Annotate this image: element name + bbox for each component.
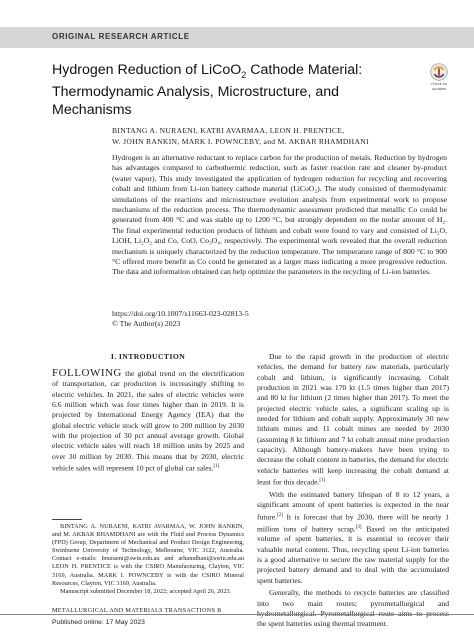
paragraph-2-text-b: It is forecast that by 2030, there will be nearly 1 million tons of battery scrap. xyxy=(257,512,449,534)
paragraph-2-text-c: Based on the anticipated volume of spent batteries, it is essential to recover their valuable metal content. Thus, recycling spent Li-ion batteries is a good alternative to secure the raw material supply for the projected battery demand and to deal with the accumulated spent batteries. xyxy=(257,524,449,585)
check-for-updates-icon xyxy=(430,63,448,81)
title-part2: Cathode Material: Thermodynamic Analysis, Microstructure, and Mechanisms xyxy=(52,62,363,118)
badge-line1: Check for xyxy=(430,81,448,86)
paragraph-1 xyxy=(257,352,449,488)
doi-link[interactable]: https://doi.org/10.1007/s11663-023-02813-5 xyxy=(112,309,249,318)
badge-line2: updates xyxy=(431,86,447,91)
copyright: © The Author(s) 2023 xyxy=(112,319,181,328)
intro-text: the global trend on the electrification of transportation, car production is increasingly shifting to electric vehicles. In 2021, the sales of electric vehicles were 6.6 million which was four times higher than in 2019. It is projected by International Energy Agency (IEA) that the global electric vehicle stock will grow to 200 million by 2030 with the projection of 30 pct annual average growth. Global electric vehicle sales will reach 18 million units by 2025 and over 30 million by 2030. This means that by 2030, electric vehicle sales will represent 10 pct of global car sales. xyxy=(52,369,244,473)
dropcap-word: FOLLOWING xyxy=(52,367,122,379)
citation-ref[interactable]: [1] xyxy=(213,464,220,470)
title-part1: Hydrogen Reduction of LiCoO xyxy=(52,62,242,78)
published-date: Published online: 17 May 2023 xyxy=(52,619,145,626)
authors-line-2: W. JOHN RANKIN, MARK I. POWNCEBY, and M. AKBAR RHAMDHANI xyxy=(112,137,369,146)
footnote xyxy=(52,523,244,596)
author-list xyxy=(112,125,442,147)
authors-line-1: BINTANG A. NURAENI, KATRI AVARMAA, LEON H. PRENTICE, xyxy=(112,126,345,135)
check-for-updates-badge[interactable] xyxy=(425,63,453,91)
paragraph-3: Generally, the methods to recycle batteries are classified into two main routes; pyrometallurgical and hydrometallurgical. Pyrometallurgical route aims to process the spent batteries using thermal treatment. xyxy=(257,588,449,629)
citation-ref[interactable]: [3] xyxy=(355,524,362,530)
paragraph-2-text-a: With the estimated battery lifespan of 8 to 12 years, a significant amount of spent batteries is expected in the near future. xyxy=(257,490,449,522)
right-column xyxy=(257,352,449,630)
citation-ref[interactable]: [2] xyxy=(277,512,283,518)
journal-name: METALLURGICAL AND MATERIALS TRANSACTIONS B xyxy=(52,607,222,614)
footnote-manuscript-dates: Manuscript submitted December 18, 2022; accepted April 26, 2023. xyxy=(60,587,232,595)
abstract: Hydrogen is an alternative reductant to replace carbon for the production of metals. Reduction by hydrogen has advantages compared to carbothermic reduction, such as faster reaction rate and cleaner by-product (water vapor). This study investigated the application of hydrogen reduction for recycling and recovering cobalt and lithium from Li-ion battery cathode material (LiCoO₂). The study consisted of thermodynamic simulations of the reactions and microstructure evolution analysis from experimental work to propose mechanisms of the reduction process. The thermodynamic assessment predicted that metallic Co could be generated from 400 °C and was stable up to 1200 °C, but strongly dependent on the molar amount of H₂. The final experimental reduction products of lithium and cobalt were found to vary and consisted of Li₂O, LiOH, Li₂O₂ and Co, CoO, Co₃O₄, respectively. The experimental work revealed that the overall reduction mechanism is uniquely characterized by the reduction temperature. The temperature range of 800 °C to 900 °C offered more benefit as Co could be generated as a larger mass indicating a more progressive reduction. The data and information obtained can help optimize the parameters in the recycling of Li-ion batteries. xyxy=(112,153,447,277)
article-title xyxy=(52,62,412,119)
bottom-rule xyxy=(0,614,474,615)
article-type-label: ORIGINAL RESEARCH ARTICLE xyxy=(52,32,190,41)
intro-paragraph xyxy=(52,368,244,474)
footnote-rule xyxy=(52,519,82,520)
article-type-banner xyxy=(0,27,474,48)
paragraph-1-text: Due to the rapid growth in the production of electric vehicles, the demand for battery raw materials, particularly cobalt and lithium, is significantly increasing. Cobalt production in 2021 was 170 kt (1.5 times higher than 2017) and 80 kt for lithium (2 times higher than 2017). To meet the projected electric vehicle sales, a significant scaling up is needed for lithium and cobalt supply. Approximately 30 new lithium mines and 11 cobalt mines are needed by 2030 (assuming 8 kt lithium and 7 kt cobalt annual mine production capacity). Although battery-makers have been trying to decrease the cobalt content in batteries, the demand for electric vehicle batteries will keep increasing the cobalt demand at least for this decade. xyxy=(257,352,449,487)
section-heading: I. INTRODUCTION xyxy=(110,352,186,361)
title-subscript: 2 xyxy=(241,69,247,80)
citation-ref[interactable]: [1] xyxy=(319,478,326,484)
footnote-affiliations: BINTANG A. NURAENI, KATRI AVARMAA, W. JOHN RANKIN, and M. AKBAR RHAMDHANI are with the Fluid and Process Dynamics (FPD) Group, Department of Mechanical and Product Design Engineering, Swinburne University of Technology, Melbourne, VIC 3122, Australia. Contact e-mails: bnuraeni@swin.edu.au and arhamdhani@swin.edu.au LEON H. PRENTICE is with the CSIRO Manufacturing, Clayton, VIC 3169, Australia. MARK I. POWNCEBY is with the CSIRO Mineral Resources, Clayton, VIC 3169, Australia. xyxy=(52,523,244,587)
paragraph-2 xyxy=(257,490,449,586)
